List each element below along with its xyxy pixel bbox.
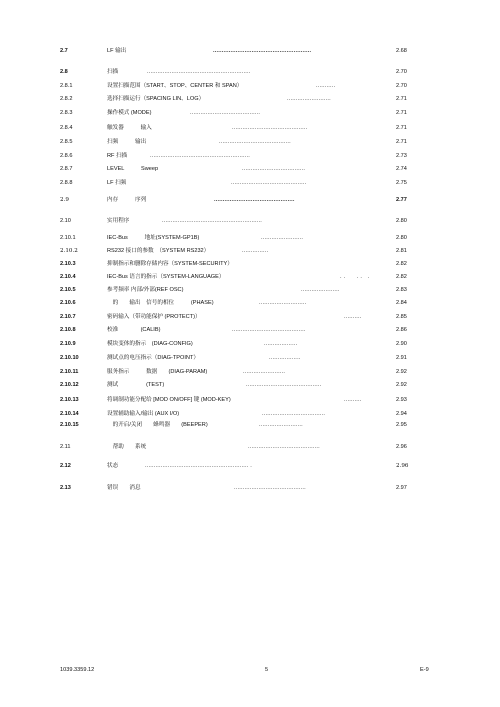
- dot-leader: .........................................: [219, 139, 291, 145]
- section-number: 2.10.13: [60, 397, 79, 403]
- section-number: 2.10.5: [60, 287, 76, 293]
- section-title: LEVEL Sweep: [107, 166, 159, 172]
- dot-leader: ...........................................: [246, 382, 322, 388]
- page-number: 2.68: [396, 48, 407, 54]
- section-number: 2.10.9: [60, 341, 76, 347]
- toc-entry[interactable]: [0, 138, 500, 152]
- page-number: 2.85: [396, 314, 407, 320]
- section-number: 2.10.12: [60, 382, 79, 388]
- section-title: LF 输出: [107, 48, 127, 54]
- section-title: 模块变体的指示 (DIAG-CONFIG): [107, 341, 193, 347]
- section-number: 2.8.1: [60, 83, 73, 89]
- section-number: 2.10.2: [60, 248, 78, 254]
- section-title: 抑制指示和删除存储内容（SYSTEM-SECURITY）: [107, 261, 233, 267]
- toc-entry[interactable]: [0, 47, 500, 61]
- toc-entry[interactable]: [0, 462, 500, 476]
- page-number: 2.70: [396, 69, 407, 75]
- page-number: 2.92: [396, 369, 407, 375]
- section-number: 2.8.7: [60, 166, 73, 172]
- page-number: 2.71: [396, 96, 407, 102]
- page-number: 2.96: [396, 444, 407, 450]
- section-title: 设置扫描范围（START、STOP、CENTER 和 SPAN）: [107, 83, 243, 89]
- section-number: 2.8.4: [60, 125, 73, 131]
- section-number: 2.10.4: [60, 274, 76, 280]
- section-number: 2.10.8: [60, 327, 76, 333]
- section-title: 密码输入（带功能保护 (PROTECT)）: [107, 314, 201, 320]
- dot-leader: ..................: [269, 355, 301, 361]
- section-title: RS232 接口的参数 （SYSTEM RS232）: [107, 248, 210, 254]
- section-number: 2.10.7: [60, 314, 76, 320]
- toc-entry[interactable]: [0, 368, 500, 382]
- dot-leader: ....................................: [262, 411, 326, 417]
- section-title: 操作模式 (MODE): [107, 110, 152, 116]
- dot-leader: ........................................: [190, 110, 261, 116]
- page-number: 2.97: [396, 485, 407, 491]
- section-number: 2.7: [60, 48, 68, 54]
- section-number: 2.8.8: [60, 180, 73, 186]
- toc-entry[interactable]: [0, 381, 500, 395]
- toc-entry[interactable]: [0, 68, 500, 82]
- footer-page-number: 5: [265, 667, 269, 673]
- toc-entry[interactable]: [0, 82, 500, 96]
- section-title: 实用程序: [107, 218, 130, 224]
- section-title: 扫频 输出: [107, 139, 147, 145]
- section-title: 测试点的电压指示（DIAG-TPOINT）: [107, 355, 199, 361]
- toc-entry[interactable]: [0, 179, 500, 193]
- footer-edition: E-9: [420, 667, 429, 673]
- toc-entry[interactable]: [0, 217, 500, 231]
- dot-leader: ....................................: [242, 166, 306, 172]
- section-number: 2.8.2: [60, 96, 73, 102]
- dot-leader: ...................: [264, 341, 298, 347]
- page-number: 2.74: [396, 166, 407, 172]
- dot-leader: ...........................................: [232, 125, 308, 131]
- page-number: 2.96: [396, 463, 409, 469]
- section-title: 触发器 输入: [107, 125, 152, 131]
- dot-leader: ........................................................... .: [145, 463, 253, 469]
- page-number: 2.75: [396, 180, 407, 186]
- page-number: 2.91: [396, 355, 407, 361]
- page-number: 2.84: [396, 300, 407, 306]
- toc-entry[interactable]: [0, 234, 500, 248]
- dot-leader: ........................: [261, 235, 304, 241]
- section-title: 选择扫描运行（SPACING LIN、LOG）: [107, 96, 205, 102]
- page-number: 2.71: [396, 125, 407, 131]
- page-number: 2.82: [396, 274, 407, 280]
- page-number: 2.70: [396, 83, 407, 89]
- dot-leader: . . . . .: [340, 274, 370, 280]
- section-title: RF 扫描: [107, 153, 128, 159]
- dot-leader: .........................................................: [162, 218, 262, 224]
- section-number: 2.10.15: [60, 422, 79, 428]
- page-number: 2.81: [396, 248, 407, 254]
- dot-leader: ...........................................: [231, 180, 307, 186]
- page-number: 2.71: [396, 110, 407, 116]
- toc-entry[interactable]: [0, 152, 500, 166]
- toc-entry[interactable]: [0, 196, 500, 210]
- dot-leader: .........................................................: [150, 153, 250, 159]
- toc-entry[interactable]: [0, 443, 500, 457]
- section-title: IEC-Bus 地址(SYSTEM-GP1B): [107, 235, 200, 241]
- dot-leader: ...............: [242, 248, 269, 254]
- page-number: 2.94: [396, 411, 407, 417]
- page-number: 2.86: [396, 327, 407, 333]
- toc-entry[interactable]: [0, 124, 500, 138]
- page-number: 2.93: [396, 397, 407, 403]
- page-number: 2.92: [396, 382, 407, 388]
- toc-entry[interactable]: [0, 273, 500, 287]
- section-title: 校准 (CALIB): [107, 327, 161, 333]
- page-number: 2.90: [396, 341, 407, 347]
- section-title: 扫描: [107, 69, 119, 75]
- dot-leader: ...........: [316, 83, 336, 89]
- section-title: 设置辅助输入/输出 (AUX I/O): [107, 411, 180, 417]
- section-title: 服务指示 数据 (DIAG-PARAM): [107, 369, 208, 375]
- section-number: 2.10.1: [60, 235, 76, 241]
- section-number: 2.13: [60, 485, 71, 491]
- page-number: 2.73: [396, 153, 407, 159]
- dot-leader: ..............................................: [214, 197, 295, 203]
- section-title: 参考频率 内部/外部(REF OSC): [107, 287, 184, 293]
- toc-entry[interactable]: [0, 247, 500, 261]
- dot-leader: ...........................: [259, 300, 307, 306]
- section-title: 将调制功能分配给 [MOD ON/OFF] 键 (MOD-KEY): [107, 397, 231, 403]
- dot-leader: ........................: [243, 369, 286, 375]
- page-number: 2.77: [396, 197, 407, 203]
- dot-leader: ..........: [344, 397, 362, 403]
- section-number: 2.10.3: [60, 261, 76, 267]
- section-title: 帮助 系统: [107, 444, 147, 450]
- section-number: 2.8.5: [60, 139, 73, 145]
- toc-entry[interactable]: [0, 484, 500, 498]
- dot-leader: ...........................................................: [147, 69, 251, 75]
- dot-leader: ..........: [344, 314, 362, 320]
- toc-entry[interactable]: [0, 109, 500, 123]
- toc-entry[interactable]: [0, 421, 500, 435]
- page-number: 2.80: [396, 218, 407, 224]
- toc-entry[interactable]: [0, 286, 500, 300]
- dot-leader: .........................: [259, 422, 303, 428]
- section-title: 测试 (TEST): [107, 382, 165, 388]
- toc-entry[interactable]: [0, 313, 500, 327]
- dot-leader: .........................................: [234, 485, 306, 491]
- section-number: 2.10: [60, 218, 71, 224]
- toc-entry[interactable]: [0, 326, 500, 340]
- toc-entry[interactable]: [0, 95, 500, 109]
- footer-doc-number: 1039.3359.12: [60, 667, 95, 673]
- toc-entry[interactable]: [0, 299, 500, 313]
- section-title: 的开启/关闭 蜂鸣器 (BEEPER): [107, 422, 208, 428]
- toc-entry[interactable]: [0, 165, 500, 179]
- section-title: IEC-Bus 语言的指示（SYSTEM-LANGUAGE）: [107, 274, 225, 280]
- toc-entry[interactable]: [0, 396, 500, 410]
- section-number: 2.9: [60, 197, 69, 203]
- section-number: 2.8.6: [60, 153, 73, 159]
- page-number: 2.95: [396, 422, 407, 428]
- section-number: 2.10.10: [60, 355, 79, 361]
- section-number: 2.8: [60, 69, 68, 75]
- section-number: 2.10.6: [60, 300, 76, 306]
- section-title: LF 扫频: [107, 180, 127, 186]
- section-title: 状态: [107, 463, 119, 469]
- dot-leader: ......................: [301, 287, 340, 293]
- dot-leader: .........................: [287, 96, 331, 102]
- section-number: 2.8.3: [60, 110, 73, 116]
- page-number: 2.82: [396, 261, 407, 267]
- section-title: 错误 消息: [107, 485, 141, 491]
- dot-leader: ..........................................: [232, 327, 306, 333]
- toc-entry[interactable]: [0, 340, 500, 354]
- section-number: 2.10.11: [60, 369, 79, 375]
- page-number: 2.80: [396, 235, 407, 241]
- section-number: 2.12: [60, 463, 71, 469]
- section-number: 2.10.14: [60, 411, 79, 417]
- dot-leader: .........................................: [248, 444, 320, 450]
- section-title: 内存 序列: [107, 197, 147, 203]
- section-number: 2.11: [60, 444, 71, 450]
- page-number: 2.71: [396, 139, 407, 145]
- toc-entry[interactable]: [0, 354, 500, 368]
- dot-leader: ........................................................: [213, 48, 312, 54]
- toc-entry[interactable]: [0, 260, 500, 274]
- section-title: 的 输出 信号的相位 (PHASE): [107, 300, 214, 306]
- page-number: 2.83: [396, 287, 407, 293]
